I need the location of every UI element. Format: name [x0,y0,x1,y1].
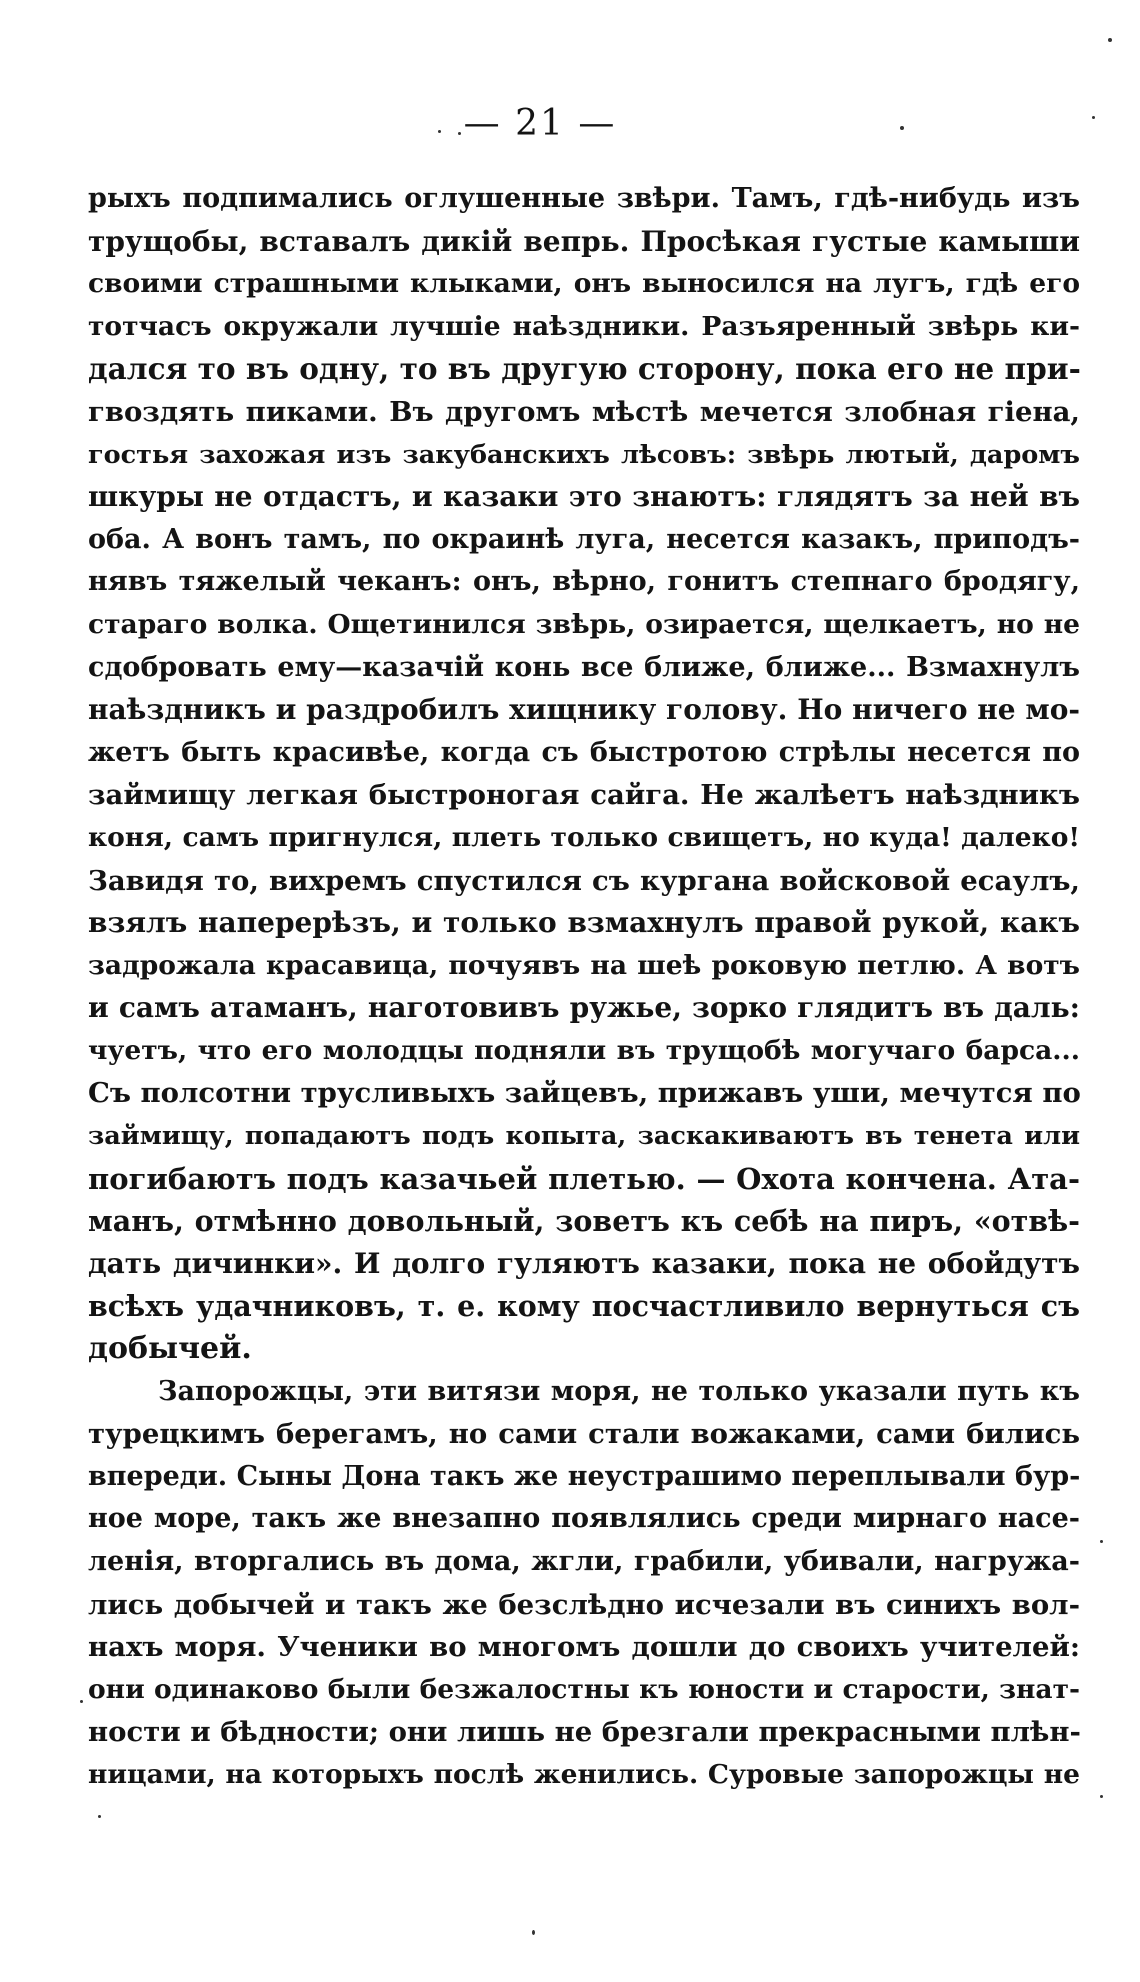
text-line: лись добычей и такъ же безслѣдно исчезали въ синихъ вол- [88,1588,1080,1621]
scan-speck [1108,38,1112,42]
text-line: дать дичинки». И долго гуляютъ казаки, пока не обойдутъ [88,1246,1080,1280]
text-line: всѣхъ удачниковъ, т. е. кому посчастливило вернуться съ [88,1289,1080,1324]
text-line: добычей. [88,1331,252,1367]
body-text [88,178,1080,1797]
page-number: — 21 — [463,103,617,144]
scan-speck [1092,116,1095,119]
scan-speck [1100,1540,1103,1543]
text-line: трущобы, вставалъ дикій вепрь. Просѣкая густые камыши [88,224,1080,258]
text-line: манъ, отмѣнно довольный, зоветъ къ себѣ на пиръ, «отвѣ- [88,1204,1080,1239]
text-line: тотчасъ окружали лучшіе наѣздники. Разъяренный звѣрь ки- [88,310,1080,342]
text-line: ности и бѣдности; они лишь не брезгали прекрасными плѣн- [88,1716,1081,1749]
text-line: турецкимъ берегамъ, но сами стали вожаками, сами бились [88,1418,1080,1451]
text-line: они одинаково были безжалостны къ юности и старости, знат- [88,1673,1080,1705]
text-line: дался то въ одну, то въ другую сторону, пока его не при- [88,351,1081,387]
text-line: займищу легкая быстроногая сайга. Не жалѣетъ наѣздникъ [88,779,1080,812]
text-line: рыхъ подпимались оглушенные звѣри. Тамъ, гдѣ-нибудь изъ [88,183,1080,214]
scan-speck [900,126,904,130]
text-line: Съ полсотни трусливыхъ зайцевъ, прижавъ уши, мечутся по [88,1077,1081,1110]
text-line: коня, самъ пригнулся, плеть только свищетъ, но куда! далеко! [88,821,1080,853]
text-line: гостья захожая изъ закубанскихъ лѣсовъ: звѣрь лютый, даромъ [88,439,1080,470]
text-line: Завидя то, вихремъ спустился съ кургана войсковой есаулъ, [88,864,1080,897]
text-line: жетъ быть красивѣе, когда съ быстротою стрѣлы несется по [88,736,1080,768]
text-line: ленія, вторгались въ дома, жгли, грабили, убивали, нагружа- [88,1546,1080,1577]
text-line: погибаютъ подъ казачьей плетью. — Охота кончена. Ата- [88,1161,1080,1196]
text-line: взялъ наперерѣзъ, и только взмахнулъ правой рукой, какъ [88,906,1080,940]
text-line: впереди. Сыны Дона такъ же неустрашимо переплывали бур- [88,1460,1081,1492]
text-line: сдобровать ему—казачій конь все ближе, ближе... Взмахнулъ [88,651,1080,683]
text-line: ное море, такъ же внезапно появлялись среди мирнаго насе- [88,1503,1080,1535]
scan-speck [438,130,441,133]
paragraph-2 [88,1371,1080,1797]
scan-speck [532,1930,535,1935]
scan-speck [458,132,461,135]
text-line: ницами, на которыхъ послѣ женились. Суровые запорожцы не [88,1758,1080,1790]
text-line: чуетъ, что его молодцы подняли въ трущобѣ могучаго барса... [88,1034,1080,1066]
text-line: и самъ атаманъ, наготовивъ ружье, зорко глядитъ въ даль: [88,991,1080,1025]
text-line: нахъ моря. Ученики во многомъ дошли до своихъ учителей: [88,1631,1080,1664]
paragraph-1 [88,178,1080,1371]
text-line: своими страшными клыками, онъ выносился на лугъ, гдѣ его [88,268,1080,300]
text-line: оба. А вонъ тамъ, по окраинѣ луга, несется казакъ, приподъ- [88,523,1080,555]
text-line: задрожала красавица, почуявъ на шеѣ роковую петлю. А вотъ [88,949,1080,981]
scan-speck [1100,1795,1103,1798]
text-line: нявъ тяжелый чеканъ: онъ, вѣрно, гонитъ степнаго бродягу, [88,566,1080,598]
text-line: шкуры не отдастъ, и казаки это знаютъ: глядятъ за ней въ [88,480,1080,514]
text-line: гвоздять пиками. Въ другомъ мѣстѣ мечется злобная гіена, [88,395,1080,428]
text-line: Запорожцы, эти витязи моря, не только указали путь къ [158,1375,1080,1407]
text-line: стараго волка. Ощетинился звѣрь, озирается, щелкаетъ, но не [88,608,1080,640]
scan-speck [98,1815,101,1818]
text-line: займищу, попадаютъ подъ копыта, заскакиваютъ въ тенета или [88,1121,1080,1152]
scan-speck [80,1700,83,1703]
text-line: наѣздникъ и раздробилъ хищнику голову. Но ничего не мо- [88,693,1080,727]
